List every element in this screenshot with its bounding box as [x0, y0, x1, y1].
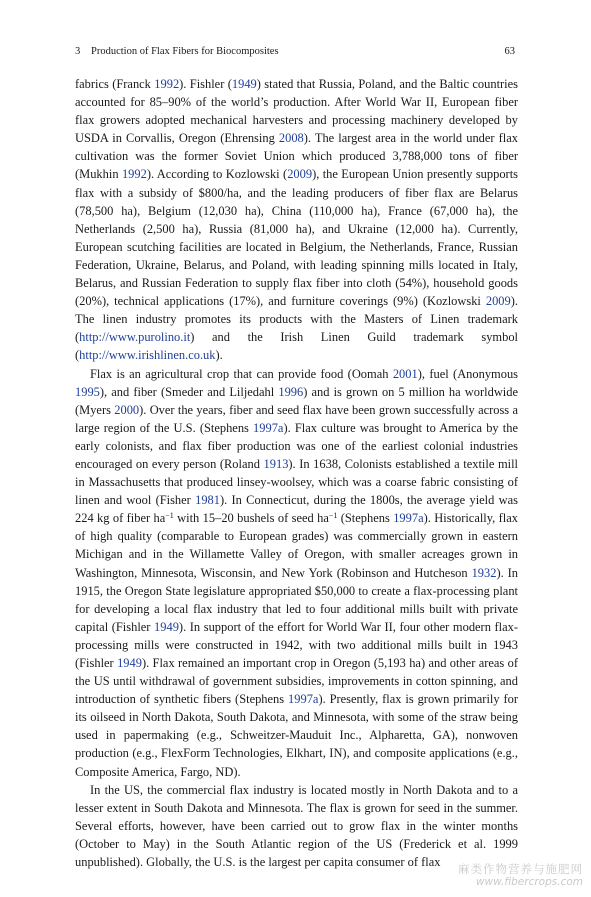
text-run: ), fuel (Anonymous — [417, 366, 518, 381]
citation-link[interactable]: 1997a — [393, 511, 424, 526]
chapter-number: 3 — [75, 46, 81, 57]
text-run: ). Flax remained an important crop in Oregon (5,193 ha) and other areas of the US until withdrawal of government subsidies, improvements in cotton spinning, and introduction of synthetic fibers (Stephens — [75, 656, 518, 707]
text-run: (Stephens — [337, 511, 394, 526]
watermark-site-name: 麻类作物营养与施肥网 — [458, 862, 583, 876]
text-run: ). In 1638, Colonists established a textile mill in Massachusetts that produced linsey-woolsey, which was a coarse fabric consisting of linen and wool (Fisher — [75, 456, 518, 508]
text-run: ). Flax culture was brought to America by the early colonists, and flax fiber production was one of the earliest colonial industries encouraged on every person (Roland — [75, 420, 518, 471]
text-run: ). Presently, flax is grown primarily for its oilseed in North Dakota, South Dakota, and Minnesota, with some of the straw being used in papermaking (e.g., Schweitzer-Mauduit Inc., Alpharetta, GA), nonwoven production (e.g., FlexForm Technologies, Elkhart, IN), and composite applications (e.g., Composite America, Fargo, ND). — [75, 692, 518, 779]
text-run: ). Historically, flax of high quality (comparable to European grades) was commercially grown in eastern Michigan and in the Willamette Valley of Oregon, with smaller acreages grown in Washington, Minnesota, Wisconsin, and New York (Robinson and Hutcheson — [75, 511, 519, 580]
text-run: fabrics (Franck — [75, 77, 155, 91]
paragraph — [75, 75, 518, 365]
page-number: 63 — [504, 46, 515, 57]
citation-link[interactable]: http://www.irishlinen.co.uk — [79, 348, 216, 363]
superscript: −1 — [328, 511, 338, 521]
text-run: ), the European Union presently supports flax with a subsidy of $800/ha, and the leading producers of fiber flax are Belarus (78,500 ha), Belgium (12,030 ha), China (110,000 ha), France (67,000 ha), the Netherlands (2,500 ha), Russia (81,000 ha), and Ukraine (12,000 ha). Currently, European scutching facilities are located in Belgium, the Netherlands, France, Russian Federation, Ukraine, Belarus, and Poland, with leading spinning mills located in Italy, Belarus, and Russian Federation to supply flax fiber into cloth (54%), household goods (20%), technical applications (17%), and furniture coverings (9%) (Kozlowski — [75, 167, 518, 309]
citation-link[interactable]: 2009 — [485, 294, 511, 309]
citation-link[interactable]: 1997a — [253, 420, 284, 435]
text-run: ). Fishler ( — [179, 77, 232, 91]
citation-link[interactable]: 1992 — [154, 77, 180, 91]
citation-link[interactable]: 1995 — [75, 384, 100, 399]
text-run: with 15–20 bushels of seed ha — [173, 511, 329, 526]
text-run: ). In Connecticut, during the 1800s, the average yield was 224 kg of fiber ha — [75, 493, 518, 526]
citation-link[interactable]: 1949 — [117, 656, 142, 670]
citation-link[interactable]: 1949 — [231, 77, 257, 91]
citation-link[interactable]: 2009 — [287, 167, 313, 182]
text-run: ) and the Irish Linen Guild trademark symbol ( — [75, 330, 518, 363]
body-text — [75, 75, 518, 871]
text-run: ), and fiber (Smeder and Liljedahl — [99, 384, 279, 399]
citation-link[interactable]: 2008 — [278, 131, 304, 146]
citation-link[interactable]: 2001 — [392, 366, 418, 381]
text-run: ). The linen industry promotes its products with the Masters of Linen trademark ( — [75, 294, 518, 345]
text-run: ). According to Kozlowski ( — [146, 167, 288, 182]
citation-link[interactable]: 1992 — [121, 167, 147, 182]
paragraph — [75, 365, 518, 781]
text-run: ). — [215, 348, 223, 363]
text-run: ) stated that Russia, Poland, and the Baltic countries accounted for 85–90% of the world’s production. After World War II, European fiber flax growers adopted mechanical harvesters and processing machinery developed by USDA in Corvallis, Oregon (Ehrensing — [75, 77, 518, 146]
text-run: ). In 1915, the Oregon State legislature appropriated $50,000 to create a flax-processing plant for developing a local flax industry that led to four additional mills built with private capital (Fishler — [75, 565, 518, 634]
text-run: ). Over the years, fiber and seed flax have been grown successfully across a large region of the U.S. (Stephens — [75, 402, 518, 435]
text-run: ). In support of the effort for World War II, four other modern flax-processing mills were constructed in 1942, with two additional mills built in 1943 (Fishler — [75, 619, 518, 670]
text-run: ) and is grown on 5 million ha worldwide (Myers — [75, 384, 518, 417]
citation-link[interactable]: 1997a — [288, 692, 319, 707]
citation-link[interactable]: 1949 — [154, 619, 179, 634]
citation-link[interactable]: 1932 — [471, 565, 497, 580]
watermark-url: www.fibercrops.com — [475, 876, 583, 888]
citation-link[interactable]: 1981 — [195, 493, 220, 508]
chapter-title: Production of Flax Fibers for Biocomposites — [91, 46, 279, 57]
citation-link[interactable]: 1913 — [263, 456, 289, 471]
text-run: ). The largest area in the world under flax cultivation was the former Soviet Union which produced 3,788,000 tons of fiber (Mukhin — [75, 131, 518, 182]
citation-link[interactable]: http://www.purolino.it — [79, 330, 191, 345]
citation-link[interactable]: 1996 — [278, 384, 304, 399]
citation-link[interactable]: 2000 — [114, 402, 140, 417]
watermark — [453, 862, 583, 889]
paragraph — [75, 781, 518, 871]
text-run: In the US, the commercial flax industry is located mostly in North Dakota and to a lesser extent in South Dakota and Minnesota. The flax is grown for seed in the summer. Several efforts, however, have been carried out to grow flax in the winter months (October to May) in the South Atlantic region of the US (Frederick et al. 1999 unpublished). Globally, the U.S. is the largest per capita consumer of flax — [75, 782, 518, 870]
superscript: −1 — [165, 511, 174, 521]
text-run: Flax is an agricultural crop that can provide food (Oomah — [90, 366, 393, 381]
running-header — [75, 44, 515, 60]
